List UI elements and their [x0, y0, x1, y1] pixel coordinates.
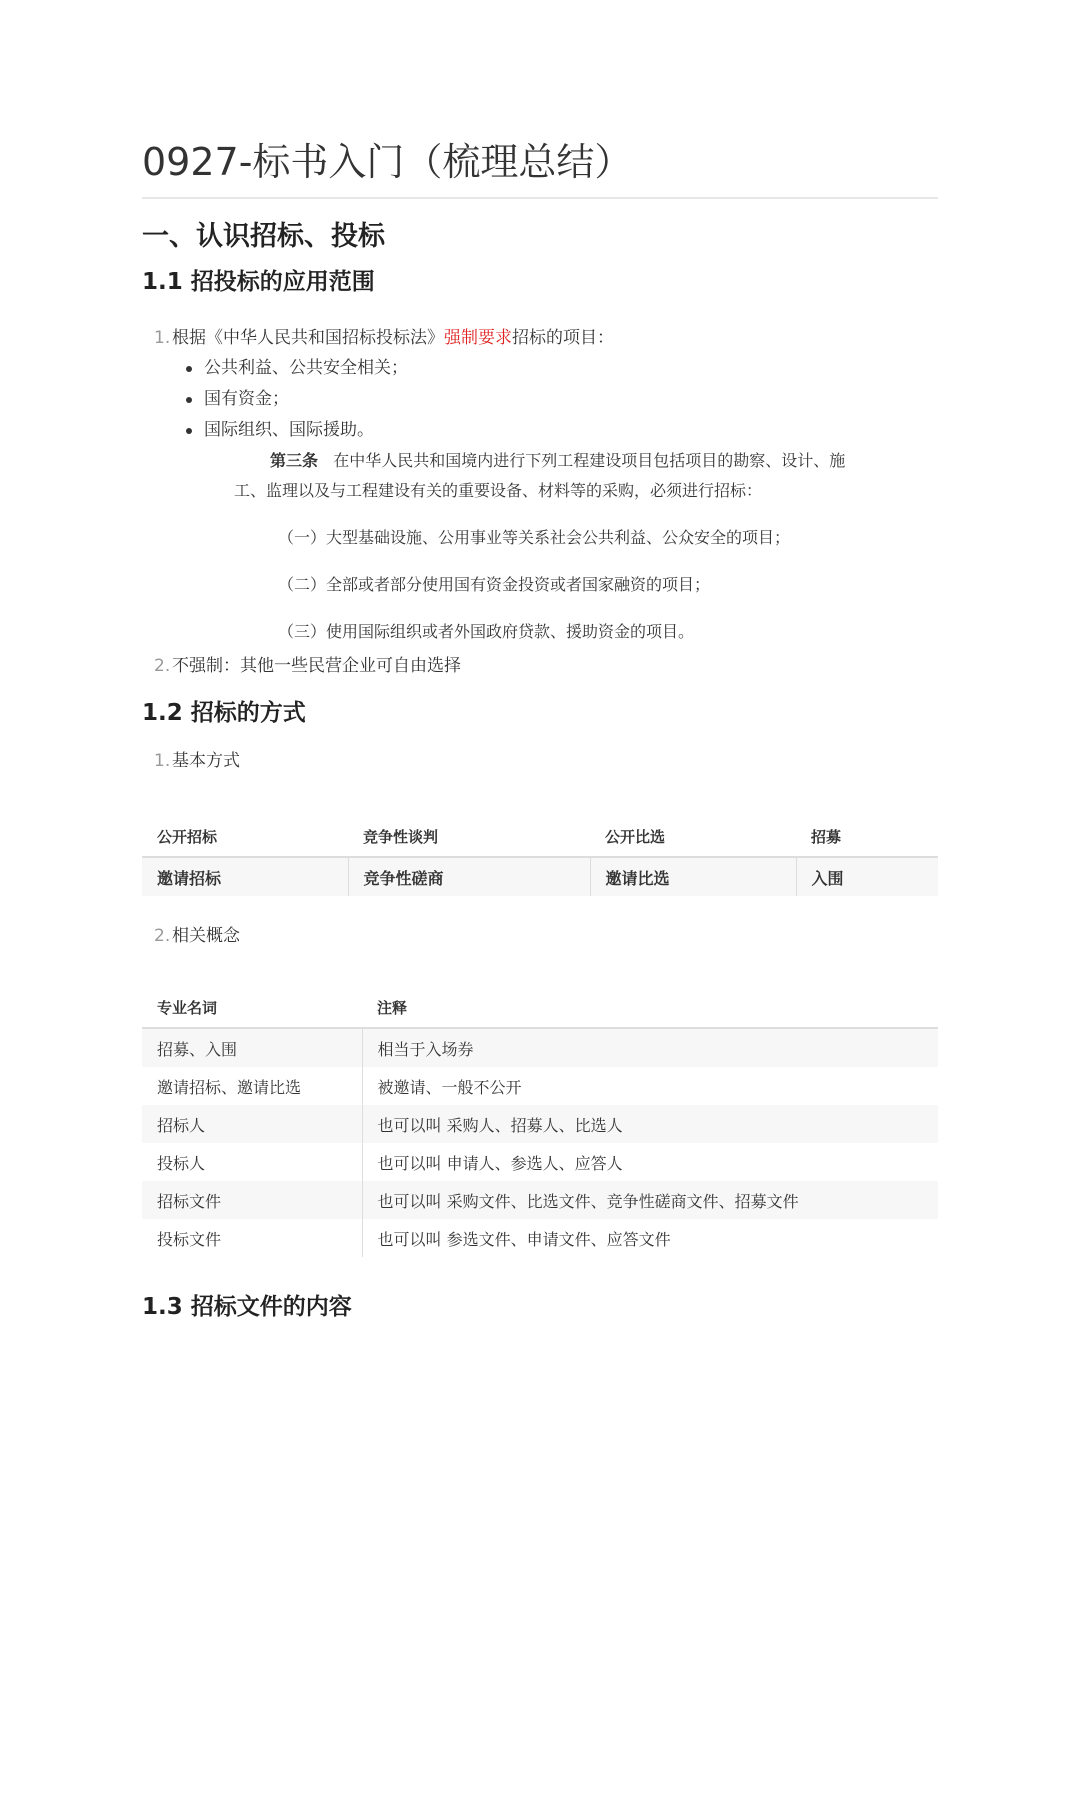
highlight-text: 强制要求 — [444, 328, 512, 349]
excerpt-clause: （二）全部或者部分使用国有资金投资或者国家融资的项目； — [278, 575, 711, 595]
list-item — [142, 922, 938, 951]
table-row — [142, 1067, 938, 1105]
table-cell: 也可以叫 采购人、招募人、比选人 — [362, 1105, 938, 1143]
table-cell: 招标人 — [142, 1105, 362, 1143]
table-cell: 投标人 — [157, 1153, 206, 1173]
table-header-cell: 招募 — [796, 816, 938, 857]
table-cell: 也可以叫 参选文件、申请文件、应答文件 — [362, 1219, 938, 1257]
bullet-item — [184, 353, 938, 384]
table-cell: 竞争性磋商 — [348, 857, 590, 896]
list-number: 1. — [154, 751, 171, 772]
table-header-cell: 专业名词 — [142, 987, 362, 1028]
excerpt-line: 工、监理以及与工程建设有关的重要设备、材料等的采购，必须进行招标： — [234, 481, 763, 501]
bullet-item — [184, 384, 938, 415]
table-cell: 投标文件 — [157, 1229, 222, 1249]
table-row — [142, 1219, 938, 1257]
list-item-text: 基本方式 — [172, 751, 240, 772]
bullet-text: 公共利益、公共安全相关； — [204, 358, 408, 379]
page-title: 0927-标书入门（梳理总结） — [142, 138, 938, 199]
article-label: 第三条 — [270, 451, 319, 471]
list-item — [142, 324, 938, 353]
table-cell: 邀请比选 — [590, 857, 796, 896]
bullet-text: 国有资金； — [204, 389, 289, 410]
table-header-cell: 公开比选 — [590, 816, 796, 857]
table-row — [142, 1028, 938, 1067]
list-number: 1. — [154, 328, 171, 349]
table-header-cell: 竞争性谈判 — [348, 816, 590, 857]
table-cell: 入围 — [796, 857, 938, 896]
list-item — [142, 747, 938, 776]
excerpt-text: 在中华人民共和国境内进行下列工程建设项目包括项目的勘察、设计、施 — [333, 451, 846, 471]
table-cell: 被邀请、一般不公开 — [362, 1067, 938, 1105]
bullet-dot-icon — [186, 366, 192, 372]
table-row — [142, 1181, 938, 1219]
subsection-heading-1-1: 1.1 招投标的应用范围 — [142, 269, 375, 296]
subsection-heading-1-3: 1.3 招标文件的内容 — [142, 1294, 352, 1321]
table-row — [142, 1143, 938, 1181]
list-item-text: 招标的项目： — [512, 328, 614, 349]
table-cell: 也可以叫 申请人、参选人、应答人 — [362, 1143, 938, 1181]
document-page — [142, 138, 938, 1323]
table-cell: 招募、入围 — [142, 1028, 362, 1067]
table-row — [142, 857, 938, 896]
list-number: 2. — [154, 656, 171, 677]
methods-table — [142, 816, 938, 896]
bullet-item — [184, 415, 938, 446]
table-header-cell: 公开招标 — [142, 816, 348, 857]
bullet-list — [142, 353, 938, 446]
bullet-dot-icon — [186, 428, 192, 434]
bullet-text: 国际组织、国际援助。 — [204, 420, 374, 441]
list-number: 2. — [154, 926, 171, 947]
section-heading-1: 一、认识招标、投标 — [142, 221, 385, 253]
table-cell: 邀请招标、邀请比选 — [157, 1077, 302, 1097]
table-header-cell: 注释 — [362, 987, 938, 1028]
list-item — [142, 652, 938, 681]
concepts-table — [142, 987, 938, 1257]
excerpt-line — [142, 446, 938, 476]
law-excerpt — [142, 446, 938, 648]
subsection-heading-1-2: 1.2 招标的方式 — [142, 700, 306, 727]
table-row — [142, 1105, 938, 1143]
list-item-text: 根据《中华人民共和国招标投标法》 — [172, 328, 444, 349]
table-header-row — [142, 987, 938, 1028]
list-item-text: 不强制：其他一些民营企业可自由选择 — [172, 656, 461, 677]
excerpt-clause: （三）使用国际组织或者外国政府贷款、援助资金的项目。 — [278, 622, 695, 642]
list-item-text: 相关概念 — [172, 926, 240, 947]
table-cell: 相当于入场券 — [362, 1028, 938, 1067]
excerpt-clause: （一）大型基础设施、公用事业等关系社会公共利益、公众安全的项目； — [278, 528, 791, 548]
table-header-row — [142, 816, 938, 857]
table-cell: 招标文件 — [142, 1181, 362, 1219]
bullet-dot-icon — [186, 397, 192, 403]
table-cell: 邀请招标 — [142, 857, 348, 896]
table-cell: 也可以叫 采购文件、比选文件、竞争性磋商文件、招募文件 — [362, 1181, 938, 1219]
